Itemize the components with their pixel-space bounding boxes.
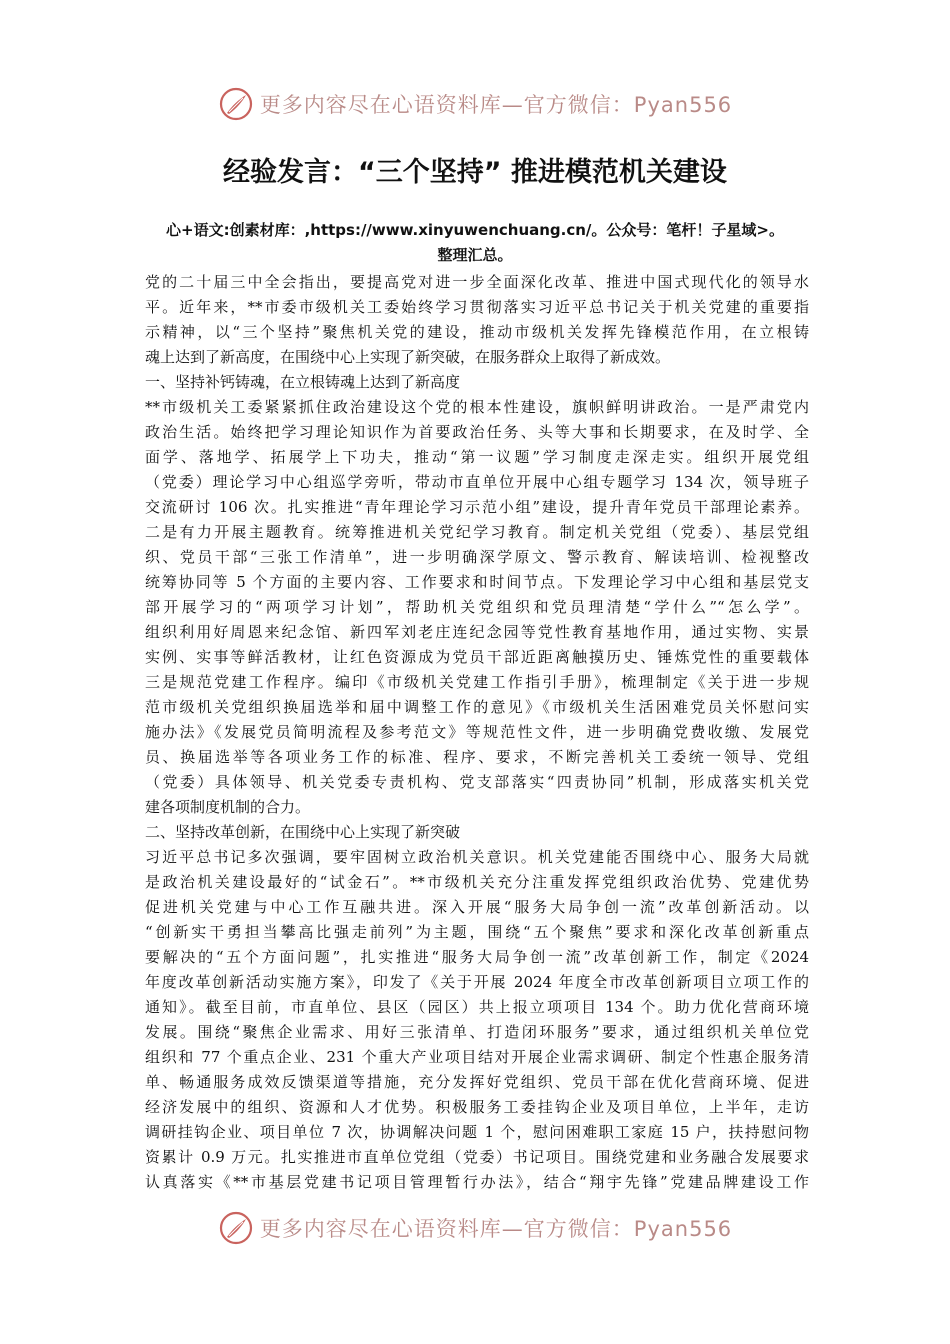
body-line: 调研挂钩企业、项目单位 7 次，协调解决问题 1 个，慰问困难职工家庭 15 户，扶持慰问物 [145, 1123, 809, 1141]
body-line: 平。近年来，**市委市级机关工委始终学习贯彻落实习近平总书记关于机关党建的重要指 [145, 298, 809, 316]
watermark-text: 更多内容尽在心语资料库—官方微信：Pyan556 [259, 93, 733, 117]
watermark-banner-bottom [0, 1208, 950, 1248]
body-line: 范市级机关党组织换届选举和届中调整工作的意见》《市级机关生活困难党员关怀慰问实 [145, 698, 809, 716]
body-line: （党委）具体领导、机关党委专责机构、党支部落实“四责协同”机制，形成落实机关党 [145, 773, 809, 791]
body-line: 三是规范党建工作程序。编印《市级机关党建工作指引手册》，梳理制定《关于进一步规 [145, 673, 809, 691]
document-body [145, 270, 809, 1195]
body-line: **市级机关工委紧紧抓住政治建设这个党的根本性建设，旗帜鲜明讲政治。一是严肃党内 [145, 398, 809, 416]
body-line: 促进机关党建与中心工作互融共进。深入开展“服务大局争创一流”改革创新活动。以 [145, 898, 809, 916]
source-note-line: 整理汇总。 [437, 246, 513, 264]
body-line: 组织利用好周恩来纪念馆、新四军刘老庄连纪念园等党性教育基地作用，通过实物、实景 [145, 623, 809, 641]
body-line: 一、坚持补钙铸魂，在立根铸魂上达到了新高度 [145, 373, 461, 391]
body-line: 二是有力开展主题教育。统筹推进机关党纪学习教育。制定机关党组（党委）、基层党组 [145, 523, 809, 541]
body-line: 党的二十届三中全会指出，要提高党对进一步全面深化改革、推进中国式现代化的领导水 [145, 273, 809, 291]
body-line: 员、换届选举等各项业务工作的标准、程序、要求，不断完善机关工委统一领导、党组 [145, 748, 809, 766]
body-line: 发展。围绕“聚焦企业需求、用好三张清单、打造闭环服务”要求，通过组织机关单位党 [145, 1023, 809, 1041]
body-line: 面学、落地学、拓展学上下功夫，推动“第一议题”学习制度走深走实。组织开展党组 [145, 448, 809, 466]
body-line: 二、坚持改革创新，在围绕中心上实现了新突破 [145, 823, 461, 841]
body-line: （党委）理论学习中心组巡学旁听，带动市直单位开展中心组专题学习 134 次，领导班子 [145, 473, 809, 491]
body-line: 认真落实《**市基层党建书记项目管理暂行办法》，结合“翔宇先锋”党建品牌建设工作 [145, 1173, 809, 1191]
body-line: 资累计 0.9 万元。扎实推进市直单位党组（党委）书记项目。围绕党建和业务融合发展要求 [145, 1148, 809, 1166]
body-line: 织、党员干部“三张工作清单”，进一步明确深学原文、警示教育、解读培训、检视整改 [145, 548, 809, 566]
source-note [140, 218, 810, 268]
body-line: 要解决的“五个方面问题”，扎实推进“服务大局争创一流”改革创新工作，制定《2024 [145, 948, 809, 966]
body-line: 交流研讨 106 次。扎实推进“青年理论学习示范小组”建设，提升青年党员干部理论素养。 [145, 498, 809, 516]
body-line: 实例、实事等鲜活教材，让红色资源成为党员干部近距离触摸历史、锤炼党性的重要载体 [145, 648, 809, 666]
body-line: 统筹协同等 5 个方面的主要内容、工作要求和时间节点。下发理论学习中心组和基层党支 [145, 573, 809, 591]
body-line: 单、畅通服务成效反馈渠道等措施，充分发挥好党组织、党员干部在优化营商环境、促进 [145, 1073, 809, 1091]
body-line: 年度改革创新活动实施方案》，印发了《关于开展 2024 年度全市改革创新项目立项工作的 [145, 973, 809, 991]
body-line: 示精神，以“三个坚持”聚焦机关党的建设，推动市级机关发挥先锋模范作用，在立根铸 [145, 323, 809, 341]
body-line: 是政治机关建设最好的“试金石”。**市级机关充分注重发挥党组织政治优势、党建优势 [145, 873, 809, 891]
body-line: 建各项制度机制的合力。 [145, 798, 311, 816]
watermark-banner-top [0, 84, 950, 124]
source-note-line: 心+语文:创素材库：,https://www.xinyuwenchuang.cn/。公众号：笔杆！子星域>。 [166, 221, 784, 239]
feather-logo-icon [218, 1210, 254, 1246]
body-line: 政治生活。始终把学习理论知识作为首要政治任务、头等大事和长期要求，在及时学、全 [145, 423, 809, 441]
watermark-text: 更多内容尽在心语资料库—官方微信：Pyan556 [259, 1217, 733, 1241]
feather-logo-icon [218, 86, 254, 122]
page-title: 经验发言：“三个坚持” 推进模范机关建设 [223, 157, 727, 188]
body-line: 习近平总书记多次强调，要牢固树立政治机关意识。机关党建能否围绕中心、服务大局就 [145, 848, 809, 866]
body-line: 部开展学习的“两项学习计划”，帮助机关党组织和党员理清楚“学什么”“怎么学”。 [145, 598, 809, 616]
body-line: “创新实干勇担当攀高比强走前列”为主题，围绕“五个聚焦”要求和深化改革创新重点 [145, 923, 809, 941]
body-line: 经济发展中的组织、资源和人才优势。积极服务工委挂钩企业及项目单位，上半年，走访 [145, 1098, 809, 1116]
body-line: 组织和 77 个重点企业、231 个重大产业项目结对开展企业需求调研、制定个性惠企服务清 [145, 1048, 809, 1066]
body-line: 施办法》《发展党员简明流程及参考范文》等规范性文件，进一步明确党费收缴、发展党 [145, 723, 809, 741]
body-line: 通知》。截至目前，市直单位、县区（园区）共上报立项项目 134 个。助力优化营商环境 [145, 998, 809, 1016]
body-line: 魂上达到了新高度，在围绕中心上实现了新突破，在服务群众上取得了新成效。 [145, 348, 671, 366]
